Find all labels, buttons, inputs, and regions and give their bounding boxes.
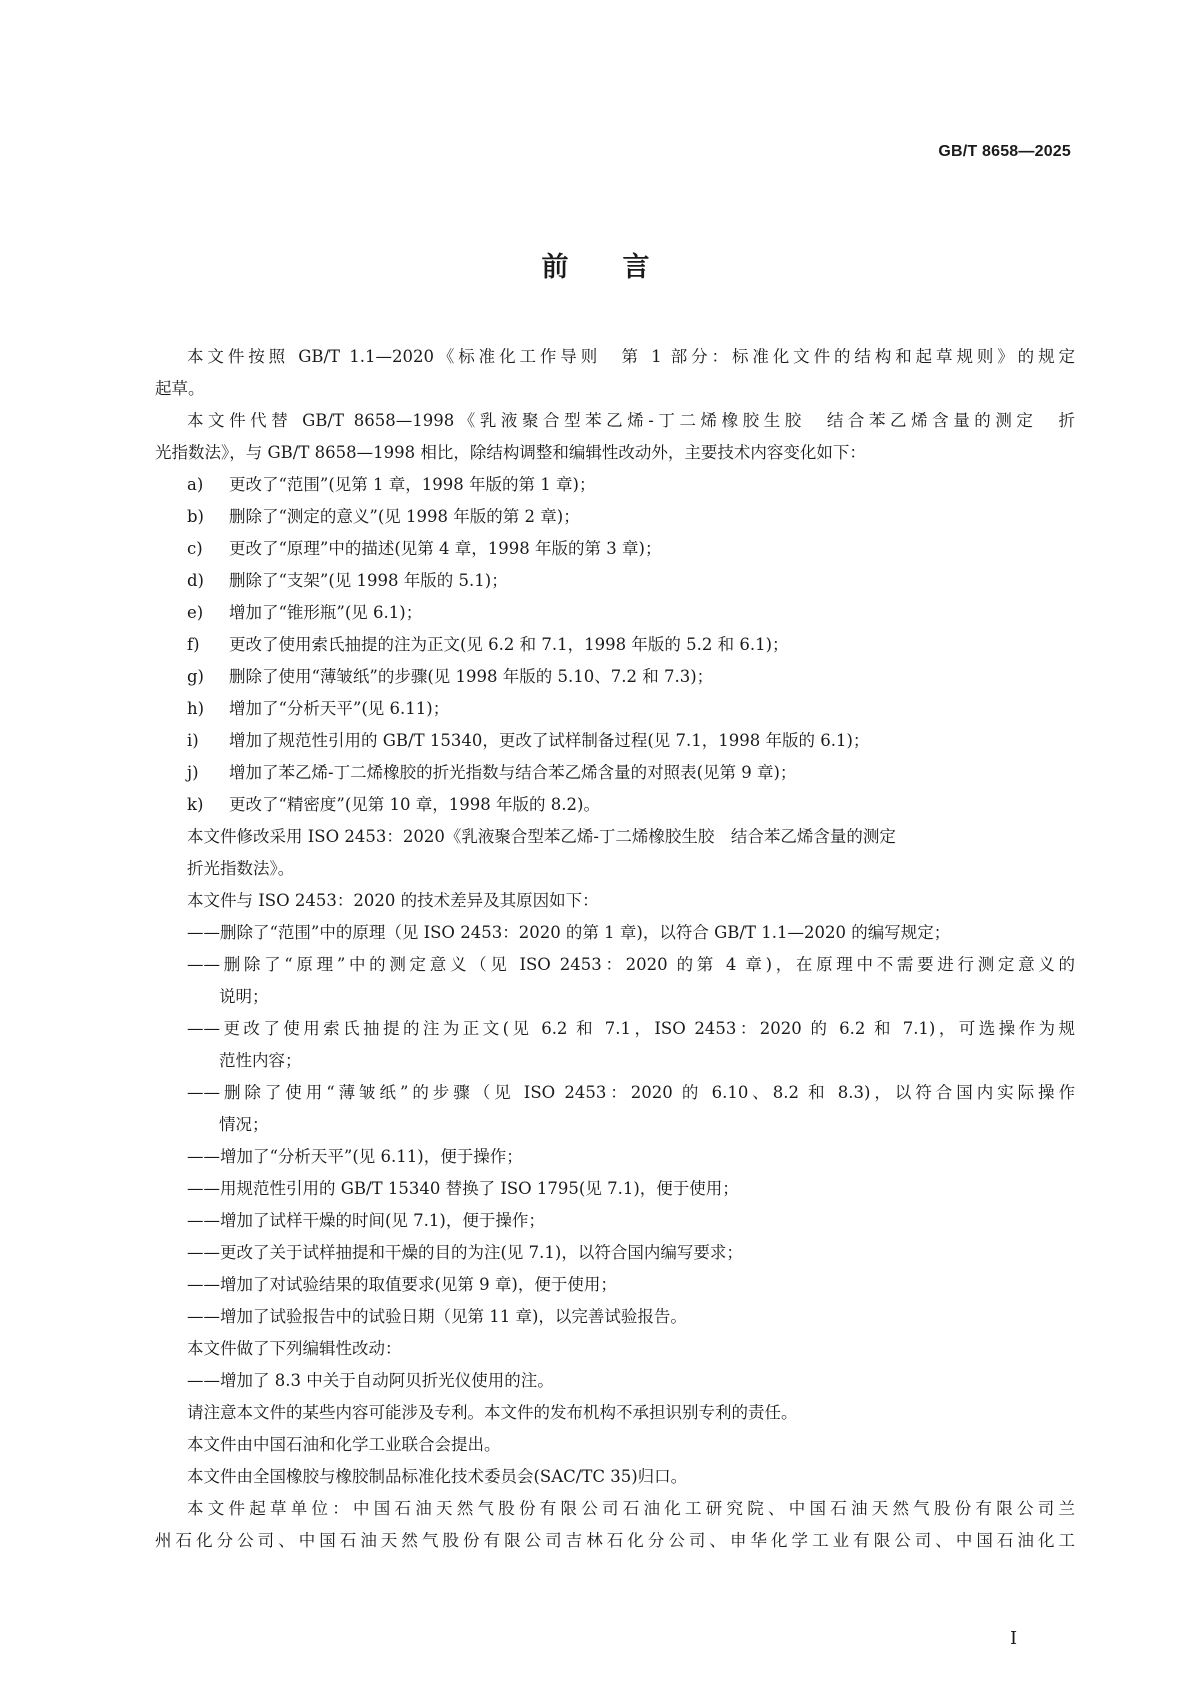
list-item: ——增加了对试验结果的取值要求(见第 9 章)，便于使用； xyxy=(187,1275,617,1294)
list-item-continuation: 情况； xyxy=(219,1115,269,1134)
list-item: ——增加了试验报告中的试验日期（见第 11 章)，以完善试验报告。 xyxy=(187,1307,687,1326)
list-marker: e) xyxy=(187,603,204,622)
list-item-text: 删除了“支架”(见 1998 年版的 5.1)； xyxy=(229,571,508,590)
list-item xyxy=(155,757,1075,789)
list-marker: f) xyxy=(187,635,200,654)
list-marker: c) xyxy=(187,539,203,558)
paragraph-line: 本文件按照 GB/T 1.1—2020《标准化工作导则 第 1 部分：标准化文件的结构和起草规则》的规定 xyxy=(187,347,1075,366)
list-item xyxy=(155,533,1075,565)
paragraph-line: 请注意本文件的某些内容可能涉及专利。本文件的发布机构不承担识别专利的责任。 xyxy=(187,1403,798,1422)
list-item-text: 删除了“测定的意义”(见 1998 年版的第 2 章)； xyxy=(229,507,580,526)
paragraph-line: 起草。 xyxy=(155,379,205,398)
list-item xyxy=(155,469,1075,501)
standard-number: GB/T 8658—2025 xyxy=(938,143,1071,160)
list-item-continuation: 说明； xyxy=(219,987,269,1006)
list-item xyxy=(155,789,1075,821)
list-marker: d) xyxy=(187,571,204,590)
paragraph-line: 本文件由全国橡胶与橡胶制品标准化技术委员会(SAC/TC 35)归口。 xyxy=(187,1467,688,1486)
page-title: 前言 xyxy=(541,252,704,283)
list-marker: j) xyxy=(187,763,199,782)
paragraph-line: 本文件由中国石油和化学工业联合会提出。 xyxy=(187,1435,501,1454)
list-item-text: 增加了“分析天平”(见 6.11)； xyxy=(229,699,450,718)
list-item-text: 更改了“原理”中的描述(见第 4 章，1998 年版的第 3 章)； xyxy=(229,539,662,558)
list-item xyxy=(155,597,1075,629)
list-item xyxy=(155,629,1075,661)
list-marker: b) xyxy=(187,507,204,526)
list-item xyxy=(155,693,1075,725)
change-list xyxy=(155,469,1075,821)
list-item xyxy=(155,501,1075,533)
list-item: ——用规范性引用的 GB/T 15340 替换了 ISO 1795(见 7.1)，便于使用； xyxy=(187,1179,739,1198)
difference-list xyxy=(155,917,1075,1333)
list-marker: a) xyxy=(187,475,204,494)
paragraph-line: 州石化分公司、中国石油天然气股份有限公司吉林石化分公司、申华化学工业有限公司、中国石油化工 xyxy=(155,1531,1075,1550)
paragraph-line: 本文件做了下列编辑性改动： xyxy=(187,1339,402,1358)
list-item-text: 增加了规范性引用的 GB/T 15340，更改了试样制备过程(见 7.1，1998 年版的 6.1)； xyxy=(229,731,870,750)
list-item xyxy=(155,661,1075,693)
list-item-text: 删除了使用“薄皱纸”的步骤(见 1998 年版的 5.10、7.2 和 7.3)； xyxy=(229,667,714,686)
paragraph-line: 本文件起草单位：中国石油天然气股份有限公司石油化工研究院、中国石油天然气股份有限公司兰 xyxy=(187,1499,1075,1518)
list-item: ——删除了“范围”中的原理（见 ISO 2453：2020 的第 1 章)，以符合 GB/T 1.1—2020 的编写规定； xyxy=(187,923,951,942)
list-item: ——增加了试样干燥的时间(见 7.1)，便于操作； xyxy=(187,1211,545,1230)
list-item-text: 增加了苯乙烯-丁二烯橡胶的折光指数与结合苯乙烯含量的对照表(见第 9 章)； xyxy=(229,763,797,782)
list-item: ——更改了关于试样抽提和干燥的目的为注(见 7.1)，以符合国内编写要求； xyxy=(187,1243,743,1262)
list-item-continuation: 范性内容； xyxy=(219,1051,302,1070)
paragraph-line: 光指数法》，与 GB/T 8658—1998 相比，除结构调整和编辑性改动外，主要技术内容变化如下： xyxy=(155,443,866,462)
list-marker: i) xyxy=(187,731,199,750)
list-item: ——增加了 8.3 中关于自动阿贝折光仪使用的注。 xyxy=(187,1371,554,1390)
paragraph-line: 本文件代替 GB/T 8658—1998《乳液聚合型苯乙烯-丁二烯橡胶生胶 结合苯乙烯含量的测定 折 xyxy=(187,411,1075,430)
list-marker: k) xyxy=(187,795,204,814)
list-item: ——更改了使用索氏抽提的注为正文(见 6.2 和 7.1，ISO 2453：2020 的 6.2 和 7.1)，可选操作为规 xyxy=(187,1019,1075,1038)
paragraph-line: 本文件修改采用 ISO 2453：2020《乳液聚合型苯乙烯-丁二烯橡胶生胶 结合苯乙烯含量的测定 xyxy=(187,827,896,846)
page-number: I xyxy=(1010,1628,1018,1649)
list-item: ——增加了“分析天平”(见 6.11)，便于操作； xyxy=(187,1147,523,1166)
list-item-text: 更改了“精密度”(见第 10 章，1998 年版的 8.2)。 xyxy=(229,795,600,814)
list-marker: g) xyxy=(187,667,204,686)
list-item-text: 增加了“锥形瓶”(见 6.1)； xyxy=(229,603,423,622)
list-item: ——删除了“原理”中的测定意义（见 ISO 2453：2020 的第 4 章)，在原理中不需要进行测定意义的 xyxy=(187,955,1075,974)
list-marker: h) xyxy=(187,699,205,718)
list-item: ——删除了使用“薄皱纸”的步骤（见 ISO 2453：2020 的 6.10、8.2 和 8.3)，以符合国内实际操作 xyxy=(187,1083,1075,1102)
list-item xyxy=(155,725,1075,757)
list-item xyxy=(155,565,1075,597)
paragraph-line: 本文件与 ISO 2453：2020 的技术差异及其原因如下： xyxy=(187,891,599,910)
paragraph-line: 折光指数法》。 xyxy=(187,859,295,878)
foreword-body xyxy=(155,341,1075,1557)
list-item-text: 更改了“范围”(见第 1 章，1998 年版的第 1 章)； xyxy=(229,475,596,494)
list-item-text: 更改了使用索氏抽提的注为正文(见 6.2 和 7.1，1998 年版的 5.2 和 6.1)； xyxy=(229,635,789,654)
